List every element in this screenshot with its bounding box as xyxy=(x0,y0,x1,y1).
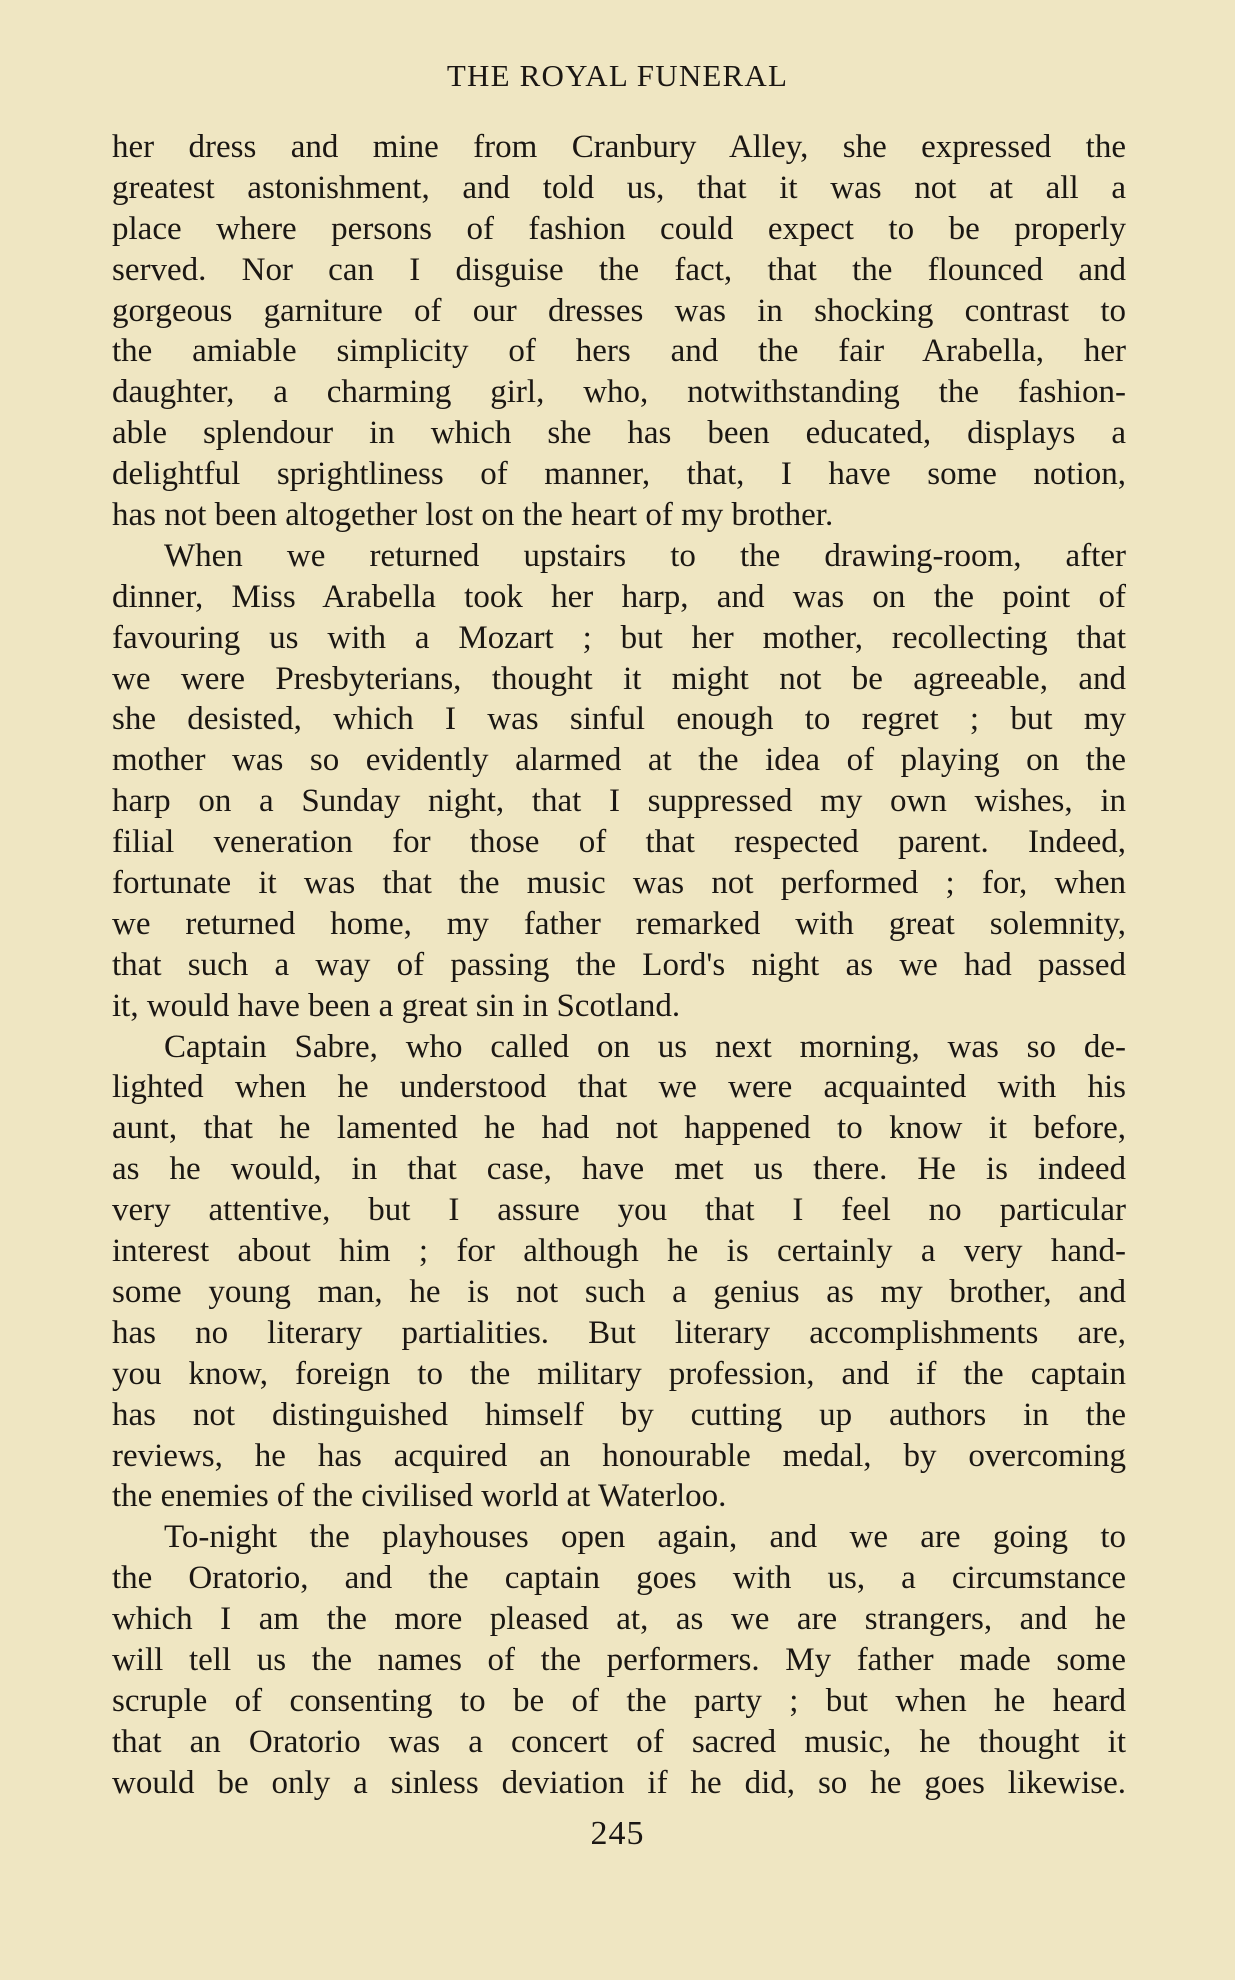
text-line: aunt, that he lamented he had not happened to know it before, xyxy=(112,1110,1126,1147)
body-text xyxy=(112,127,1126,1804)
text-line: gorgeous garniture of our dresses was in shocking contrast to xyxy=(112,292,1126,329)
text-line: has not distinguished himself by cutting up authors in the xyxy=(112,1396,1126,1433)
text-line: harp on a Sunday night, that I suppressed my own wishes, in xyxy=(112,783,1126,820)
paragraph-first-line: Captain Sabre, who called on us next morning, was so de- xyxy=(164,1028,1126,1065)
text-line: will tell us the names of the performers. My father made some xyxy=(112,1641,1126,1678)
paragraph-first-line: When we returned upstairs to the drawing-room, after xyxy=(164,537,1126,574)
text-line: that an Oratorio was a concert of sacred music, he thought it xyxy=(112,1723,1126,1760)
text-line: greatest astonishment, and told us, that it was not at all a xyxy=(112,169,1126,206)
running-head: THE ROYAL FUNERAL xyxy=(446,58,789,93)
text-line: very attentive, but I assure you that I feel no particular xyxy=(112,1192,1126,1229)
text-line: has no literary partialities. But literary accomplishments are, xyxy=(112,1314,1126,1351)
text-line: filial veneration for those of that respected parent. Indeed, xyxy=(112,824,1126,861)
text-line: she desisted, which I was sinful enough to regret ; but my xyxy=(112,701,1126,738)
text-line: we were Presbyterians, thought it might not be agreeable, and xyxy=(112,660,1126,697)
page-number: 245 xyxy=(590,1815,645,1852)
text-line: that such a way of passing the Lord's night as we had passed xyxy=(112,946,1126,983)
text-line: reviews, he has acquired an honourable medal, by overcoming xyxy=(112,1437,1126,1474)
text-line: we returned home, my father remarked with great solemnity, xyxy=(112,905,1126,942)
text-line: lighted when he understood that we were acquainted with his xyxy=(112,1069,1126,1106)
text-line: dinner, Miss Arabella took her harp, and was on the point of xyxy=(112,578,1126,615)
text-line: some young man, he is not such a genius as my brother, and xyxy=(112,1273,1126,1310)
text-line: the Oratorio, and the captain goes with us, a circumstance xyxy=(112,1560,1126,1597)
text-line: delightful sprightliness of manner, that, I have some notion, xyxy=(112,456,1126,493)
text-line: mother was so evidently alarmed at the idea of playing on the xyxy=(112,742,1126,779)
text-line: place where persons of fashion could expect to be properly xyxy=(112,210,1126,247)
text-line: the enemies of the civilised world at Waterloo. xyxy=(112,1478,727,1515)
text-line: fortunate it was that the music was not performed ; for, when xyxy=(112,865,1126,902)
text-line: you know, foreign to the military profession, and if the captain xyxy=(112,1355,1126,1392)
text-line: would be only a sinless deviation if he did, so he goes likewise. xyxy=(112,1764,1126,1801)
text-line: has not been altogether lost on the heart of my brother. xyxy=(112,497,834,534)
text-line: her dress and mine from Cranbury Alley, she expressed the xyxy=(112,129,1126,165)
paragraph-first-line: To-night the playhouses open again, and we are going to xyxy=(164,1519,1126,1556)
text-line: the amiable simplicity of hers and the fair Arabella, her xyxy=(112,333,1126,370)
text-line: daughter, a charming girl, who, notwithstanding the fashion- xyxy=(112,374,1126,411)
text-line: scruple of consenting to be of the party ; but when he heard xyxy=(112,1682,1126,1719)
text-line: able splendour in which she has been educated, displays a xyxy=(112,415,1126,452)
text-line: as he would, in that case, have met us there. He is indeed xyxy=(112,1151,1126,1188)
text-line: favouring us with a Mozart ; but her mother, recollecting that xyxy=(112,619,1126,656)
text-line: interest about him ; for although he is certainly a very hand- xyxy=(112,1233,1126,1270)
text-line: which I am the more pleased at, as we are strangers, and he xyxy=(112,1601,1126,1638)
text-line: it, would have been a great sin in Scotland. xyxy=(112,987,681,1024)
text-line: served. Nor can I disguise the fact, that the flounced and xyxy=(112,251,1126,288)
